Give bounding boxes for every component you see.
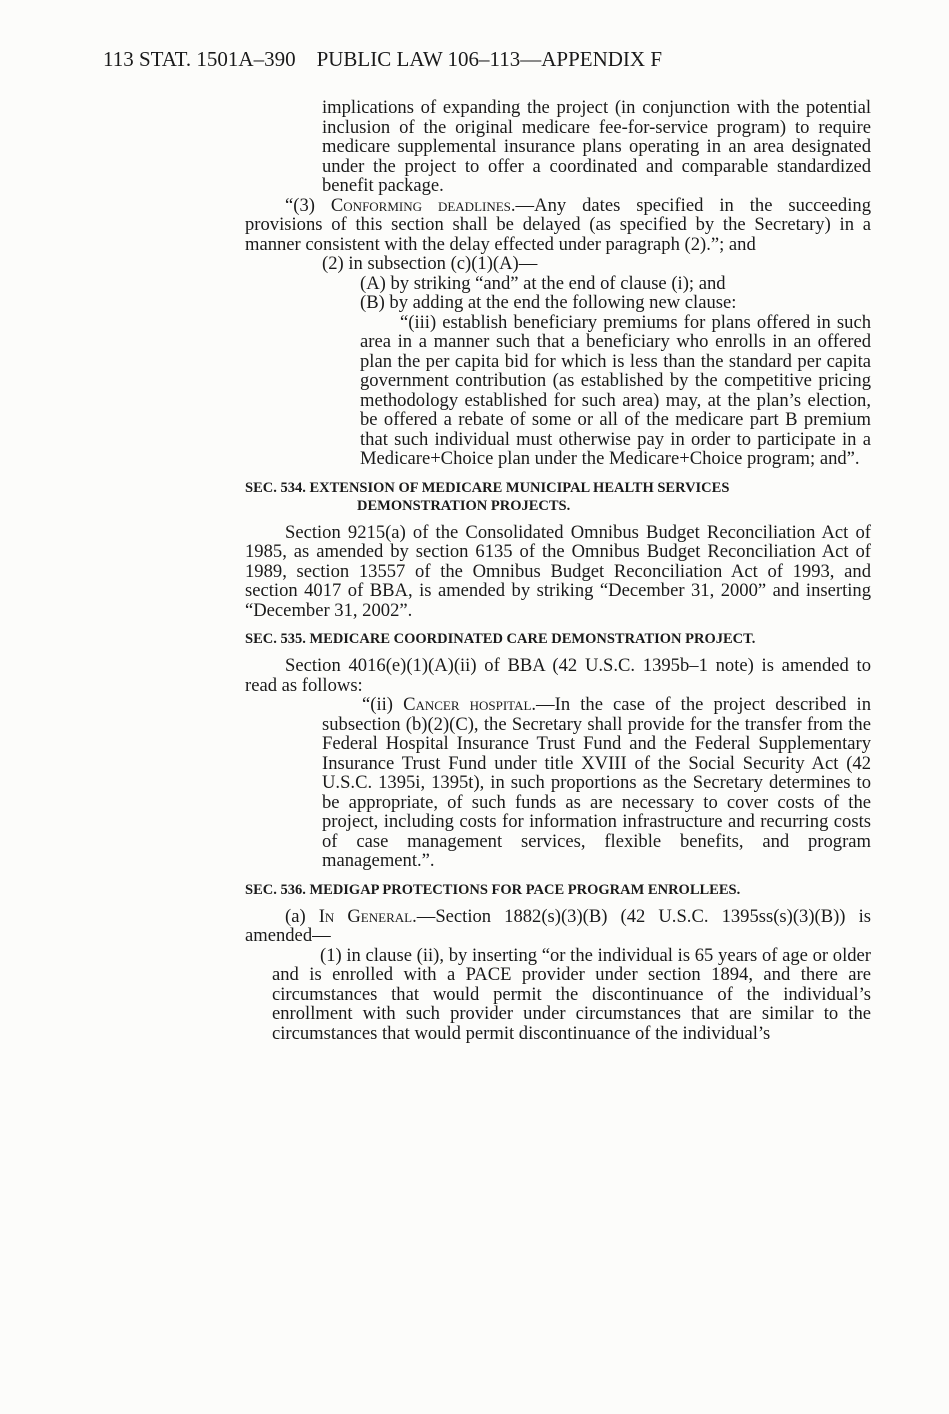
paragraph-subsection-c: (2) in subsection (c)(1)(A)— <box>322 253 538 274</box>
section-535-heading: SEC. 535. MEDICARE COORDINATED CARE DEMONSTRATION PROJECT. <box>245 631 756 647</box>
section-535-clause-ii: “(ii) Cancer hospital.—In the case of the project described in subsection (b)(2)(C), the Secretary shall provide for the transfer from the Federal Hospital Insurance Trust Fund and the Federal Supplementary Insurance Trust Fund under title XVIII of the Social Security Act (42 U.S.C. 1395i, 1395t), in such proportions as the Secretary determines to be appropriate, of such funds as are necessary to cover costs of the project, including costs for information infrastructure and recurring costs of case management services, flexible benefits, and program management.”. <box>322 694 871 871</box>
section-536-paragraph-1: (1) in clause (ii), by inserting “or the individual is 65 years of age or older and is enrolled with a PACE provider under section 1894, and there are circumstances that would permit the discontinuance of the individual’s enrollment with such provider under circumstances that are similar to the circumstances that would permit discontinuance of the individual’s <box>272 944 871 1044</box>
page-header <box>103 47 662 72</box>
paragraph-clause-b: (B) by adding at the end the following new clause: <box>360 292 737 313</box>
paragraph-implications: implications of expanding the project (in conjunction with the potential inclusion of the original medicare fee-for-service program) to require medicare supplemental insurance plans operating in an area designated under the project to offer a coordinated and comparable standardized benefit package. <box>322 97 871 196</box>
paragraph-clause-a: (A) by striking “and” at the end of clause (i); and <box>360 272 726 294</box>
section-534-heading-line2: DEMONSTRATION PROJECTS. <box>357 497 571 514</box>
paragraph-clause-iii: “(iii) establish beneficiary premiums for plans offered in such area in a manner such that a beneficiary who enrolls in an offered plan the per capita bid for which is less than the standard per capita government contribution (as established by the competitive pricing methodology established for such area) may, at the plan’s election, be offered a rebate of some or all of the medicare part B premium that such individual must otherwise pay in order to participate in a Medicare+Choice plan under the Medicare+Choice program; and”. <box>360 311 871 469</box>
section-534-body: Section 9215(a) of the Consolidated Omnibus Budget Reconciliation Act of 1985, as amended by section 6135 of the Omnibus Budget Reconciliation Act of 1989, section 13557 of the Omnibus Budget Reconciliation Act of 1993, and section 4017 of BBA, is amended by striking “December 31, 2000” and inserting “December 31, 2002”. <box>245 521 871 621</box>
in-general-heading: In General <box>318 905 413 927</box>
section-534-heading-line1: SEC. 534. EXTENSION OF MEDICARE MUNICIPAL HEALTH SERVICES <box>245 479 730 496</box>
section-535-body: Section 4016(e)(1)(A)(ii) of BBA (42 U.S.C. 1395b–1 note) is amended to read as follows: <box>245 655 871 696</box>
law-title: PUBLIC LAW 106–113—APPENDIX F <box>316 47 663 71</box>
body-text <box>245 98 871 1043</box>
cancer-hospital-heading: Cancer hospital <box>403 694 532 715</box>
statute-citation: 113 STAT. 1501A–390 <box>103 47 296 71</box>
section-534-heading <box>245 479 871 515</box>
conforming-deadlines-heading: Conforming deadlines <box>330 194 511 216</box>
section-536-subsection-a: (a) In General.—Section 1882(s)(3)(B) (42 U.S.C. 1395ss(s)(3)(B)) is amended— <box>245 905 871 946</box>
section-536-heading: SEC. 536. MEDIGAP PROTECTIONS FOR PACE PROGRAM ENROLLEES. <box>245 881 741 898</box>
paragraph-conforming-deadlines: “(3) Conforming deadlines.—Any dates specified in the succeeding provisions of this section shall be delayed (as specified by the Secretary) in a manner consistent with the delay effected under paragraph (2).”; and <box>245 194 871 255</box>
